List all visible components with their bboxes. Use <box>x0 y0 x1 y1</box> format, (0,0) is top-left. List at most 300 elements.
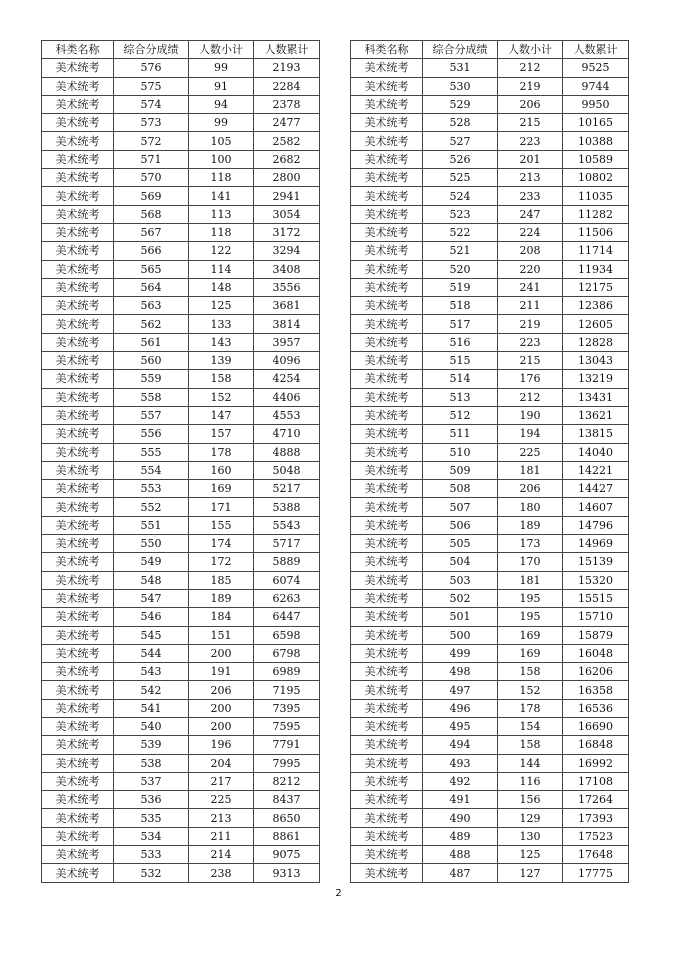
cell-cumulative: 16536 <box>563 699 629 717</box>
cell-category: 美术统考 <box>351 663 423 681</box>
cell-cumulative: 15710 <box>563 608 629 626</box>
cell-count: 144 <box>498 754 563 772</box>
cell-score: 539 <box>114 736 189 754</box>
cell-category: 美术统考 <box>42 205 114 223</box>
cell-score: 521 <box>423 242 498 260</box>
cell-cumulative: 10589 <box>563 150 629 168</box>
cell-score: 563 <box>114 297 189 315</box>
table-row <box>42 114 320 132</box>
cell-cumulative: 14040 <box>563 443 629 461</box>
cell-category: 美术统考 <box>351 589 423 607</box>
cell-cumulative: 6598 <box>254 626 320 644</box>
cell-category: 美术统考 <box>42 315 114 333</box>
cell-count: 214 <box>189 846 254 864</box>
table-row <box>42 681 320 699</box>
table-row <box>42 95 320 113</box>
cell-count: 176 <box>498 370 563 388</box>
table-row <box>42 333 320 351</box>
table-row <box>42 699 320 717</box>
cell-count: 208 <box>498 242 563 260</box>
cell-cumulative: 14796 <box>563 516 629 534</box>
cell-count: 206 <box>498 480 563 498</box>
cell-count: 181 <box>498 461 563 479</box>
cell-category: 美术统考 <box>351 644 423 662</box>
cell-score: 504 <box>423 553 498 571</box>
cell-cumulative: 14427 <box>563 480 629 498</box>
cell-cumulative: 16048 <box>563 644 629 662</box>
table-row <box>351 827 629 845</box>
cell-score: 536 <box>114 791 189 809</box>
cell-category: 美术统考 <box>351 626 423 644</box>
cell-count: 160 <box>189 461 254 479</box>
cell-cumulative: 13621 <box>563 406 629 424</box>
cell-score: 515 <box>423 352 498 370</box>
cell-score: 551 <box>114 516 189 534</box>
cell-category: 美术统考 <box>351 516 423 534</box>
cell-score: 513 <box>423 388 498 406</box>
table-row <box>351 717 629 735</box>
score-table-right <box>350 40 629 883</box>
cell-cumulative: 4096 <box>254 352 320 370</box>
cell-category: 美术统考 <box>351 223 423 241</box>
header-cumulative: 人数累计 <box>254 41 320 59</box>
cell-category: 美术统考 <box>351 95 423 113</box>
cell-count: 196 <box>189 736 254 754</box>
cell-count: 173 <box>498 535 563 553</box>
cell-category: 美术统考 <box>42 681 114 699</box>
cell-cumulative: 14221 <box>563 461 629 479</box>
cell-cumulative: 13815 <box>563 425 629 443</box>
table-row <box>42 754 320 772</box>
header-score: 综合分成绩 <box>423 41 498 59</box>
cell-cumulative: 13043 <box>563 352 629 370</box>
cell-score: 511 <box>423 425 498 443</box>
cell-count: 158 <box>498 663 563 681</box>
cell-cumulative: 11506 <box>563 223 629 241</box>
cell-category: 美术统考 <box>351 571 423 589</box>
cell-score: 524 <box>423 187 498 205</box>
table-row <box>42 297 320 315</box>
cell-category: 美术统考 <box>351 59 423 77</box>
table-row <box>351 352 629 370</box>
cell-category: 美术统考 <box>351 132 423 150</box>
cell-cumulative: 13431 <box>563 388 629 406</box>
cell-cumulative: 2193 <box>254 59 320 77</box>
cell-category: 美术统考 <box>351 388 423 406</box>
cell-category: 美术统考 <box>42 352 114 370</box>
cell-count: 178 <box>189 443 254 461</box>
table-row <box>351 553 629 571</box>
cell-count: 100 <box>189 150 254 168</box>
cell-score: 530 <box>423 77 498 95</box>
cell-score: 561 <box>114 333 189 351</box>
cell-count: 118 <box>189 223 254 241</box>
table-row <box>351 187 629 205</box>
cell-cumulative: 12605 <box>563 315 629 333</box>
cell-score: 510 <box>423 443 498 461</box>
cell-category: 美术统考 <box>351 260 423 278</box>
cell-count: 204 <box>189 754 254 772</box>
table-row <box>42 77 320 95</box>
cell-category: 美术统考 <box>351 169 423 187</box>
cell-category: 美术统考 <box>351 699 423 717</box>
cell-count: 220 <box>498 260 563 278</box>
table-row <box>42 169 320 187</box>
cell-cumulative: 12828 <box>563 333 629 351</box>
cell-cumulative: 10165 <box>563 114 629 132</box>
cell-category: 美术统考 <box>42 553 114 571</box>
table-row <box>42 608 320 626</box>
header-row <box>351 41 629 59</box>
cell-score: 548 <box>114 571 189 589</box>
cell-score: 506 <box>423 516 498 534</box>
cell-score: 575 <box>114 77 189 95</box>
cell-category: 美术统考 <box>351 187 423 205</box>
cell-count: 247 <box>498 205 563 223</box>
cell-category: 美术统考 <box>351 754 423 772</box>
cell-score: 487 <box>423 864 498 882</box>
cell-cumulative: 15139 <box>563 553 629 571</box>
cell-score: 512 <box>423 406 498 424</box>
cell-cumulative: 2682 <box>254 150 320 168</box>
table-row <box>42 370 320 388</box>
table-row <box>351 59 629 77</box>
cell-score: 496 <box>423 699 498 717</box>
cell-count: 238 <box>189 864 254 882</box>
table-row <box>351 406 629 424</box>
cell-cumulative: 8212 <box>254 772 320 790</box>
cell-score: 488 <box>423 846 498 864</box>
cell-category: 美术统考 <box>351 278 423 296</box>
cell-category: 美术统考 <box>42 77 114 95</box>
cell-count: 125 <box>498 846 563 864</box>
header-cumulative: 人数累计 <box>563 41 629 59</box>
cell-count: 169 <box>189 480 254 498</box>
cell-cumulative: 6989 <box>254 663 320 681</box>
cell-category: 美术统考 <box>351 370 423 388</box>
table-row <box>42 717 320 735</box>
cell-cumulative: 15515 <box>563 589 629 607</box>
cell-score: 562 <box>114 315 189 333</box>
cell-count: 125 <box>189 297 254 315</box>
cell-score: 499 <box>423 644 498 662</box>
cell-cumulative: 7595 <box>254 717 320 735</box>
table-row <box>42 535 320 553</box>
cell-count: 139 <box>189 352 254 370</box>
table-row <box>42 516 320 534</box>
table-row <box>42 132 320 150</box>
table-row <box>42 772 320 790</box>
cell-cumulative: 2284 <box>254 77 320 95</box>
cell-category: 美术统考 <box>42 827 114 845</box>
table-row <box>42 846 320 864</box>
cell-category: 美术统考 <box>351 205 423 223</box>
cell-cumulative: 9950 <box>563 95 629 113</box>
table-row <box>351 370 629 388</box>
table-row <box>42 150 320 168</box>
cell-count: 156 <box>498 791 563 809</box>
cell-category: 美术统考 <box>42 772 114 790</box>
table-row <box>42 187 320 205</box>
cell-cumulative: 4553 <box>254 406 320 424</box>
cell-score: 505 <box>423 535 498 553</box>
cell-score: 546 <box>114 608 189 626</box>
cell-category: 美术统考 <box>351 114 423 132</box>
cell-category: 美术统考 <box>42 443 114 461</box>
cell-cumulative: 3957 <box>254 333 320 351</box>
cell-cumulative: 4710 <box>254 425 320 443</box>
table-row <box>351 535 629 553</box>
cell-score: 532 <box>114 864 189 882</box>
cell-count: 113 <box>189 205 254 223</box>
cell-count: 130 <box>498 827 563 845</box>
cell-category: 美术统考 <box>42 114 114 132</box>
cell-category: 美术统考 <box>42 388 114 406</box>
cell-cumulative: 16206 <box>563 663 629 681</box>
cell-score: 519 <box>423 278 498 296</box>
cell-cumulative: 9525 <box>563 59 629 77</box>
table-row <box>42 315 320 333</box>
cell-count: 180 <box>498 498 563 516</box>
cell-cumulative: 3814 <box>254 315 320 333</box>
cell-score: 500 <box>423 626 498 644</box>
table-row <box>351 114 629 132</box>
table-row <box>42 864 320 882</box>
cell-score: 570 <box>114 169 189 187</box>
cell-cumulative: 16358 <box>563 681 629 699</box>
cell-score: 509 <box>423 461 498 479</box>
cell-category: 美术统考 <box>42 644 114 662</box>
table-row <box>351 608 629 626</box>
cell-score: 545 <box>114 626 189 644</box>
table-row <box>42 425 320 443</box>
cell-cumulative: 13219 <box>563 370 629 388</box>
cell-count: 223 <box>498 132 563 150</box>
cell-score: 540 <box>114 717 189 735</box>
table-row <box>351 699 629 717</box>
cell-cumulative: 15320 <box>563 571 629 589</box>
cell-score: 522 <box>423 223 498 241</box>
table-row <box>42 59 320 77</box>
cell-category: 美术统考 <box>42 260 114 278</box>
cell-category: 美术统考 <box>42 59 114 77</box>
cell-count: 185 <box>189 571 254 589</box>
cell-score: 565 <box>114 260 189 278</box>
cell-count: 99 <box>189 114 254 132</box>
cell-score: 554 <box>114 461 189 479</box>
cell-category: 美术统考 <box>351 480 423 498</box>
cell-cumulative: 9744 <box>563 77 629 95</box>
cell-count: 191 <box>189 663 254 681</box>
cell-count: 213 <box>498 169 563 187</box>
cell-count: 212 <box>498 388 563 406</box>
cell-count: 200 <box>189 644 254 662</box>
cell-category: 美术统考 <box>42 498 114 516</box>
cell-cumulative: 5217 <box>254 480 320 498</box>
cell-category: 美术统考 <box>351 333 423 351</box>
cell-score: 497 <box>423 681 498 699</box>
cell-score: 576 <box>114 59 189 77</box>
cell-score: 574 <box>114 95 189 113</box>
cell-category: 美术统考 <box>42 242 114 260</box>
cell-score: 531 <box>423 59 498 77</box>
cell-category: 美术统考 <box>42 736 114 754</box>
cell-score: 514 <box>423 370 498 388</box>
cell-cumulative: 3556 <box>254 278 320 296</box>
cell-count: 225 <box>498 443 563 461</box>
cell-score: 493 <box>423 754 498 772</box>
cell-count: 219 <box>498 315 563 333</box>
cell-count: 195 <box>498 589 563 607</box>
table-row <box>351 480 629 498</box>
header-category: 科类名称 <box>351 41 423 59</box>
cell-count: 189 <box>498 516 563 534</box>
cell-score: 538 <box>114 754 189 772</box>
cell-count: 206 <box>189 681 254 699</box>
table-row <box>42 644 320 662</box>
cell-count: 91 <box>189 77 254 95</box>
cell-count: 133 <box>189 315 254 333</box>
cell-cumulative: 11714 <box>563 242 629 260</box>
cell-cumulative: 10388 <box>563 132 629 150</box>
cell-score: 537 <box>114 772 189 790</box>
table-row <box>351 754 629 772</box>
cell-cumulative: 11282 <box>563 205 629 223</box>
cell-category: 美术统考 <box>42 516 114 534</box>
cell-score: 564 <box>114 278 189 296</box>
cell-count: 200 <box>189 717 254 735</box>
cell-cumulative: 2941 <box>254 187 320 205</box>
cell-count: 143 <box>189 333 254 351</box>
cell-cumulative: 7195 <box>254 681 320 699</box>
cell-count: 141 <box>189 187 254 205</box>
cell-count: 94 <box>189 95 254 113</box>
cell-score: 572 <box>114 132 189 150</box>
cell-score: 492 <box>423 772 498 790</box>
cell-cumulative: 2477 <box>254 114 320 132</box>
table-row <box>351 589 629 607</box>
cell-cumulative: 7395 <box>254 699 320 717</box>
table-row <box>351 77 629 95</box>
cell-score: 523 <box>423 205 498 223</box>
table-row <box>351 95 629 113</box>
cell-category: 美术统考 <box>351 717 423 735</box>
cell-category: 美术统考 <box>42 278 114 296</box>
cell-category: 美术统考 <box>351 461 423 479</box>
cell-count: 200 <box>189 699 254 717</box>
table-row <box>351 223 629 241</box>
cell-count: 129 <box>498 809 563 827</box>
cell-category: 美术统考 <box>351 352 423 370</box>
cell-score: 498 <box>423 663 498 681</box>
cell-cumulative: 17523 <box>563 827 629 845</box>
cell-score: 544 <box>114 644 189 662</box>
cell-count: 219 <box>498 77 563 95</box>
cell-cumulative: 6447 <box>254 608 320 626</box>
cell-count: 158 <box>189 370 254 388</box>
cell-category: 美术统考 <box>42 297 114 315</box>
cell-cumulative: 11035 <box>563 187 629 205</box>
cell-score: 555 <box>114 443 189 461</box>
cell-count: 178 <box>498 699 563 717</box>
cell-category: 美术统考 <box>42 699 114 717</box>
table-row <box>351 132 629 150</box>
cell-score: 502 <box>423 589 498 607</box>
cell-cumulative: 16690 <box>563 717 629 735</box>
table-row <box>351 644 629 662</box>
cell-cumulative: 5388 <box>254 498 320 516</box>
cell-count: 190 <box>498 406 563 424</box>
table-row <box>42 827 320 845</box>
cell-cumulative: 17393 <box>563 809 629 827</box>
cell-cumulative: 8437 <box>254 791 320 809</box>
table-row <box>42 461 320 479</box>
score-table-left <box>41 40 320 883</box>
table-row <box>351 791 629 809</box>
cell-cumulative: 9075 <box>254 846 320 864</box>
cell-score: 559 <box>114 370 189 388</box>
cell-score: 503 <box>423 571 498 589</box>
table-row <box>42 388 320 406</box>
table-row <box>351 516 629 534</box>
cell-count: 157 <box>189 425 254 443</box>
cell-category: 美术统考 <box>42 571 114 589</box>
cell-score: 520 <box>423 260 498 278</box>
header-row <box>42 41 320 59</box>
cell-cumulative: 14969 <box>563 535 629 553</box>
table-row <box>351 333 629 351</box>
cell-count: 169 <box>498 626 563 644</box>
cell-count: 215 <box>498 114 563 132</box>
cell-category: 美术统考 <box>42 370 114 388</box>
cell-cumulative: 5048 <box>254 461 320 479</box>
cell-category: 美术统考 <box>351 535 423 553</box>
table-row <box>351 150 629 168</box>
cell-count: 105 <box>189 132 254 150</box>
cell-count: 225 <box>189 791 254 809</box>
cell-score: 558 <box>114 388 189 406</box>
cell-category: 美术统考 <box>42 187 114 205</box>
cell-cumulative: 9313 <box>254 864 320 882</box>
cell-category: 美术统考 <box>42 480 114 498</box>
cell-score: 543 <box>114 663 189 681</box>
cell-score: 569 <box>114 187 189 205</box>
cell-count: 118 <box>189 169 254 187</box>
cell-score: 490 <box>423 809 498 827</box>
cell-score: 525 <box>423 169 498 187</box>
cell-score: 552 <box>114 498 189 516</box>
cell-score: 529 <box>423 95 498 113</box>
cell-count: 169 <box>498 644 563 662</box>
cell-cumulative: 3172 <box>254 223 320 241</box>
cell-count: 211 <box>498 297 563 315</box>
cell-cumulative: 6798 <box>254 644 320 662</box>
cell-score: 507 <box>423 498 498 516</box>
cell-count: 155 <box>189 516 254 534</box>
cell-count: 212 <box>498 59 563 77</box>
cell-category: 美术统考 <box>351 827 423 845</box>
cell-score: 528 <box>423 114 498 132</box>
table-row <box>351 809 629 827</box>
table-row <box>351 846 629 864</box>
cell-cumulative: 5889 <box>254 553 320 571</box>
cell-cumulative: 12175 <box>563 278 629 296</box>
cell-score: 549 <box>114 553 189 571</box>
cell-cumulative: 3294 <box>254 242 320 260</box>
cell-score: 495 <box>423 717 498 735</box>
header-count: 人数小计 <box>189 41 254 59</box>
cell-category: 美术统考 <box>351 150 423 168</box>
